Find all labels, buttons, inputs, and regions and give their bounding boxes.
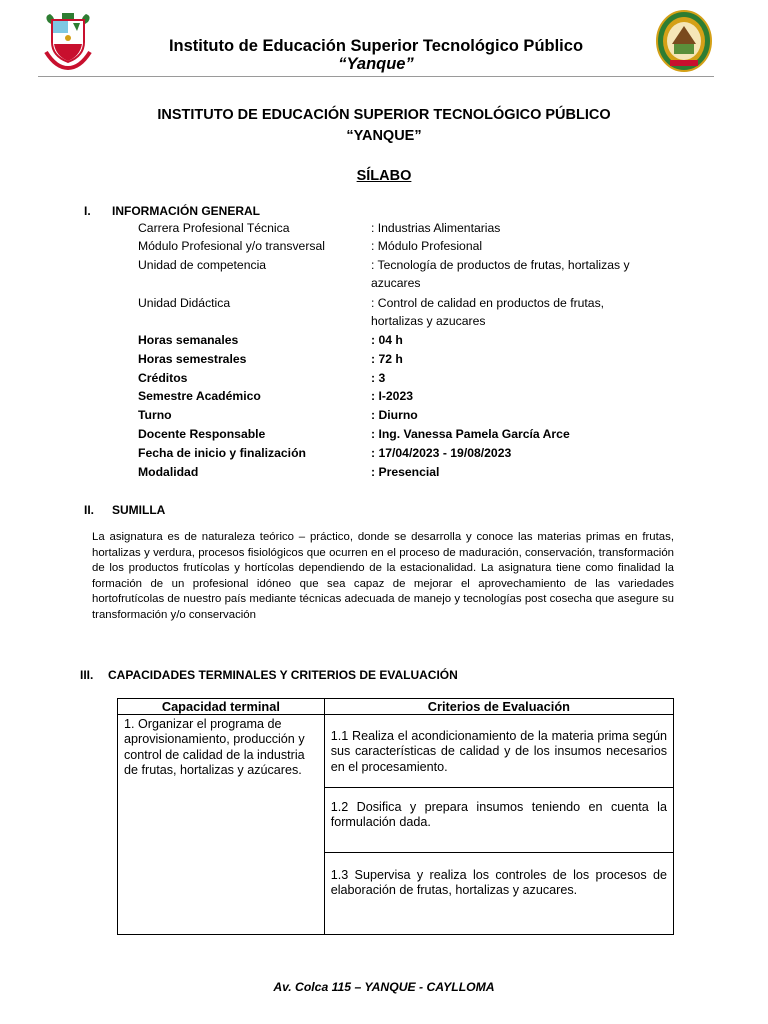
page-header	[38, 10, 714, 77]
info-value: : 3	[371, 371, 386, 385]
section-heading-capacidades	[80, 667, 700, 683]
info-value: : Diurno	[371, 408, 418, 422]
document-heading: SÍLABO	[356, 168, 412, 184]
section-heading-sumilla	[84, 502, 684, 518]
document-title-line2: “YANQUE”	[346, 128, 422, 144]
info-label: Carrera Profesional Técnica	[138, 221, 290, 235]
criterio-cell: 1.3 Supervisa y realiza los controles de los procesos de elaboración de frutas, hortalizas y azucares.	[324, 853, 673, 935]
info-value: : Ing. Vanessa Pamela García Arce	[371, 427, 570, 441]
criterio-cell: 1.2 Dosifica y prepara insumos teniendo en cuenta la formulación dada.	[324, 788, 673, 853]
info-label: Horas semanales	[138, 333, 239, 347]
info-value: : 17/04/2023 - 19/08/2023	[371, 446, 512, 460]
page-footer-address: Av. Colca 115 – YANQUE - CAYLLOMA	[273, 980, 495, 994]
capacidades-table	[117, 698, 674, 935]
section-title: SUMILLA	[112, 503, 166, 517]
section-number: II.	[84, 503, 95, 517]
info-value: : 04 h	[371, 333, 403, 347]
info-label: Créditos	[138, 371, 188, 385]
info-label: Modalidad	[138, 465, 199, 479]
info-label: Semestre Académico	[138, 389, 261, 403]
info-label: Unidad Didáctica	[138, 296, 231, 310]
info-value: : Presencial	[371, 465, 440, 479]
sumilla-paragraph: La asignatura es de naturaleza teórico – práctico, donde se desarrolla y conoce las materias primas en frutas, hortalizas y verdura, procesos fisiológicos que ocurren en el proceso de maduración, conservación, transformación de los productos frutícolas y hortícolas dependiendo de la estacionalidad. La asignatura tiene como finalidad la formación de un profesional idóneo que sea capaz de mejorar el aprovechamiento de las variedades hortofrutícolas de nuestro país mediante técnicas adecuada de manejo y tecnologías post cosecha que asegure su transformación y/o conservación	[92, 531, 674, 621]
section-number: III.	[80, 668, 94, 682]
institute-name: Instituto de Educación Superior Tecnológico Público	[168, 37, 584, 55]
info-label: Horas semestrales	[138, 352, 247, 366]
info-value: : Industrias Alimentarias	[371, 221, 501, 235]
info-label: Docente Responsable	[138, 427, 266, 441]
info-value: : Módulo Profesional	[371, 239, 483, 253]
info-value: : I-2023	[371, 389, 414, 403]
table-header-capacidad: Capacidad terminal	[118, 699, 325, 715]
document-title-line1: INSTITUTO DE EDUCACIÓN SUPERIOR TECNOLÓGICO PÚBLICO	[157, 107, 611, 123]
table-header-row	[118, 699, 674, 715]
institute-badge-icon	[656, 10, 712, 72]
section-title: CAPACIDADES TERMINALES Y CRITERIOS DE EVALUACIÓN	[108, 668, 458, 682]
info-value: : Tecnología de productos de frutas, hortalizas y azucares	[371, 258, 630, 290]
section-number: I.	[84, 204, 91, 218]
criterio-cell: 1.1 Realiza el acondicionamiento de la materia prima según sus características de calidad y de los insumos necesarios en el procesamiento.	[324, 715, 673, 788]
info-value: : Control de calidad en productos de frutas, hortalizas y azucares	[371, 296, 605, 328]
info-label: Fecha de inicio y finalización	[138, 446, 306, 460]
institute-subtitle: “Yanque”	[338, 55, 414, 73]
info-value: : 72 h	[371, 352, 403, 366]
info-label: Unidad de competencia	[138, 258, 267, 272]
capacidad-cell: 1. Organizar el programa de aprovisionamiento, producción y control de calidad de la industria de frutas, hortalizas y azúcares.	[118, 715, 325, 935]
section-heading-informacion	[84, 203, 684, 219]
table-header-criterios: Criterios de Evaluación	[324, 699, 673, 715]
section-title: INFORMACIÓN GENERAL	[112, 204, 260, 218]
info-label: Módulo Profesional y/o transversal	[138, 239, 325, 253]
info-label: Turno	[138, 408, 172, 422]
table-row	[118, 715, 674, 788]
